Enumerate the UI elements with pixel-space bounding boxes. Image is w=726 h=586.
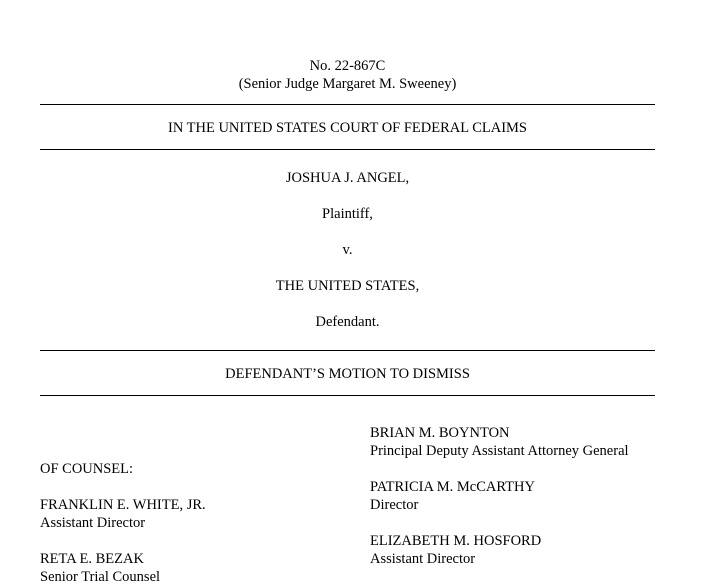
signatory-name: PATRICIA M. McCARTHY	[370, 479, 535, 495]
case-number: No. 22-867C	[309, 58, 386, 74]
counsel-title: Assistant Director	[40, 515, 146, 531]
counsel-entry	[40, 550, 160, 586]
judge-line: (Senior Judge Margaret M. Sweeney)	[238, 76, 457, 92]
divider-top	[40, 104, 655, 105]
divider-court	[40, 149, 655, 150]
counsel-name: FRANKLIN E. WHITE, JR.	[40, 497, 206, 513]
versus: v.	[342, 242, 353, 258]
of-counsel-heading: OF COUNSEL:	[40, 461, 134, 477]
plaintiff-name: JOSHUA J. ANGEL,	[285, 170, 410, 186]
signatory-entry	[370, 532, 541, 568]
signatory-title: Principal Deputy Assistant Attorney General	[370, 443, 629, 459]
counsel-entry	[40, 496, 206, 532]
signatory-entry	[370, 478, 535, 514]
court-name: IN THE UNITED STATES COURT OF FEDERAL CLAIMS	[167, 120, 527, 136]
signatory-name: BRIAN M. BOYNTON	[370, 425, 510, 441]
motion-title: DEFENDANT’S MOTION TO DISMISS	[225, 366, 470, 382]
signatory-name: ELIZABETH M. HOSFORD	[370, 533, 542, 549]
signatory-entry	[370, 424, 629, 460]
defendant-role: Defendant.	[315, 314, 380, 330]
plaintiff-role: Plaintiff,	[322, 206, 373, 222]
divider-motion-bottom	[40, 395, 655, 396]
counsel-name: RETA E. BEZAK	[40, 551, 144, 567]
signatory-title: Assistant Director	[370, 551, 476, 567]
defendant-name: THE UNITED STATES,	[275, 278, 420, 294]
counsel-title: Senior Trial Counsel	[40, 569, 161, 585]
signatory-title: Director	[370, 497, 419, 513]
divider-motion-top	[40, 350, 655, 351]
